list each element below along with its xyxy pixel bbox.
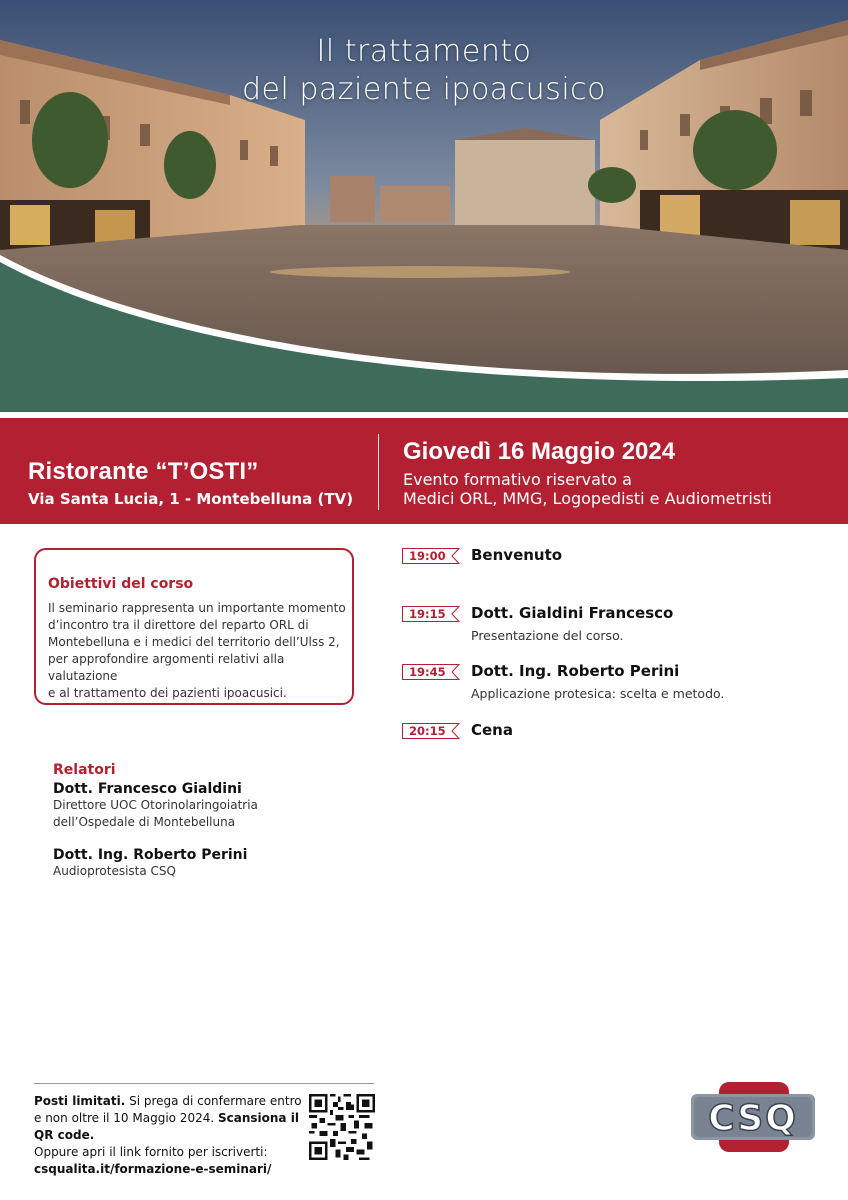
tag-arrow-icon bbox=[450, 723, 460, 739]
speakers-section bbox=[53, 762, 373, 880]
venue-address: Via Santa Lucia, 1 - Montebelluna (TV) bbox=[28, 490, 354, 508]
objectives-line: Il seminario rappresenta un importante momento bbox=[48, 601, 346, 615]
objectives-line: Montebelluna e i medici del territorio dell’Ulss 2, bbox=[48, 635, 340, 649]
venue-name: Ristorante “T’OSTI” bbox=[28, 458, 259, 485]
csq-logo-icon bbox=[689, 1082, 819, 1152]
event-subtitle-line-1: Evento formativo riservato a bbox=[403, 470, 632, 489]
qr-code-icon[interactable] bbox=[309, 1094, 375, 1160]
event-info-band bbox=[0, 418, 848, 524]
hero-title-line-2: del paziente ipoacusico bbox=[241, 72, 607, 107]
speaker-role: Audioprotesista CSQ bbox=[53, 864, 176, 878]
objectives-line: e al trattamento dei pazienti ipoacusici. bbox=[48, 686, 287, 700]
agenda-time: 19:45 bbox=[402, 664, 458, 680]
objectives-box bbox=[34, 548, 354, 705]
logo-text: CSQ bbox=[708, 1098, 798, 1139]
registration-link[interactable]: csqualita.it/formazione-e-seminari/ bbox=[34, 1162, 272, 1176]
objectives-line: per approfondire argomenti relativi alla valutazione bbox=[48, 652, 285, 683]
event-date: Giovedì 16 Maggio 2024 bbox=[403, 438, 676, 465]
speakers-heading: Relatori bbox=[53, 762, 116, 778]
speaker-role: dell’Ospedale di Montebelluna bbox=[53, 815, 236, 829]
qr-instruction: Scansiona il QR code. bbox=[34, 1111, 299, 1142]
registration-info bbox=[34, 1093, 306, 1178]
tag-arrow-icon bbox=[450, 606, 460, 622]
hero-title-line-1: Il trattamento bbox=[316, 34, 532, 69]
confirm-deadline-text: Si prega di confermare entro e non oltre il 10 Maggio 2024. bbox=[34, 1094, 302, 1125]
objectives-title: Obiettivi del corso bbox=[48, 576, 194, 592]
agenda-time: 19:15 bbox=[402, 606, 458, 622]
agenda-time: 19:00 bbox=[402, 548, 458, 564]
agenda-description: Presentazione del corso. bbox=[471, 628, 624, 643]
band-divider bbox=[378, 434, 379, 510]
speaker-item bbox=[53, 781, 373, 831]
tag-arrow-icon bbox=[450, 664, 460, 680]
speaker-role: Direttore UOC Otorinolaringoiatria bbox=[53, 798, 258, 812]
csq-logo bbox=[689, 1082, 819, 1152]
hero-image bbox=[0, 0, 848, 412]
tag-arrow-icon bbox=[450, 548, 460, 564]
agenda-title: Dott. Ing. Roberto Perini bbox=[471, 662, 680, 680]
event-subtitle-line-2: Medici ORL, MMG, Logopedisti e Audiometristi bbox=[403, 489, 772, 508]
limited-seats-label: Posti limitati. bbox=[34, 1094, 126, 1108]
speaker-item bbox=[53, 847, 373, 880]
objectives-line: d’incontro tra il direttore del reparto ORL di bbox=[48, 618, 309, 632]
agenda-title: Benvenuto bbox=[471, 546, 563, 564]
objectives-text bbox=[48, 600, 350, 702]
agenda-title: Dott. Gialdini Francesco bbox=[471, 604, 674, 622]
agenda-description: Applicazione protesica: scelta e metodo. bbox=[471, 686, 725, 701]
agenda-time: 20:15 bbox=[402, 723, 458, 739]
speaker-name: Dott. Francesco Gialdini bbox=[53, 781, 242, 797]
agenda-title: Cena bbox=[471, 721, 513, 739]
link-instruction: Oppure apri il link fornito per iscriverti: bbox=[34, 1145, 268, 1159]
speaker-name: Dott. Ing. Roberto Perini bbox=[53, 847, 248, 863]
footer-divider bbox=[34, 1083, 374, 1084]
